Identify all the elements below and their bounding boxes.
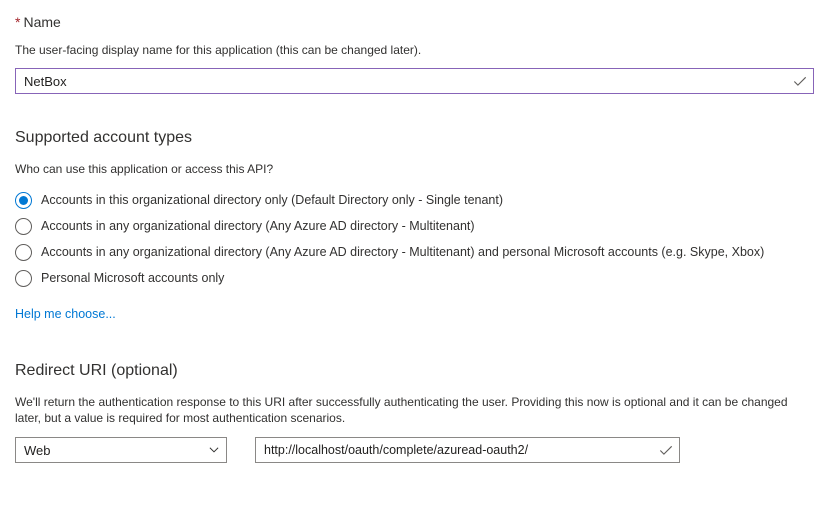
name-field-description: The user-facing display name for this application (this can be changed later). bbox=[15, 43, 422, 57]
checkmark-icon bbox=[659, 443, 673, 457]
radio-button-icon[interactable] bbox=[15, 192, 32, 209]
radio-button-icon[interactable] bbox=[15, 218, 32, 235]
radio-option-personal-only[interactable] bbox=[15, 265, 814, 291]
help-me-choose-link[interactable]: Help me choose... bbox=[15, 307, 116, 321]
redirect-uri-input[interactable]: http://localhost/oauth/complete/azuread-oauth2/ bbox=[264, 443, 529, 457]
radio-option-multitenant-personal[interactable] bbox=[15, 239, 814, 265]
name-label-text: Name bbox=[23, 14, 61, 30]
name-field-label bbox=[15, 12, 814, 32]
supported-account-types-radio-group bbox=[15, 187, 814, 291]
redirect-platform-dropdown[interactable] bbox=[15, 437, 227, 463]
radio-option-label: Accounts in any organizational directory (Any Azure AD directory - Multitenant) and personal Microsoft accounts (e.g. Skype, Xbox) bbox=[41, 245, 765, 259]
redirect-platform-value: Web bbox=[24, 442, 51, 458]
redirect-uri-input-wrapper[interactable] bbox=[255, 437, 680, 463]
radio-button-icon[interactable] bbox=[15, 270, 32, 287]
name-input-wrapper[interactable] bbox=[15, 68, 814, 94]
radio-button-icon[interactable] bbox=[15, 244, 32, 261]
required-indicator: * bbox=[15, 14, 21, 30]
name-input[interactable]: NetBox bbox=[24, 73, 67, 89]
radio-option-multitenant[interactable] bbox=[15, 213, 814, 239]
redirect-uri-heading: Redirect URI (optional) bbox=[15, 362, 178, 379]
radio-option-single-tenant[interactable] bbox=[15, 187, 814, 213]
chevron-down-icon bbox=[208, 444, 220, 456]
redirect-uri-row bbox=[15, 437, 814, 463]
redirect-uri-description: We'll return the authentication response to this URI after successfully authenticating the user. Providing this now is optional and it can be changed later, but a value is required for most authentication scenarios. bbox=[15, 395, 788, 425]
supported-account-types-question: Who can use this application or access this API? bbox=[15, 162, 274, 176]
radio-option-label: Personal Microsoft accounts only bbox=[41, 271, 225, 285]
checkmark-icon bbox=[793, 74, 807, 88]
radio-option-label: Accounts in any organizational directory (Any Azure AD directory - Multitenant) bbox=[41, 219, 475, 233]
help-link-wrapper bbox=[15, 305, 814, 323]
supported-account-types-heading: Supported account types bbox=[15, 129, 193, 146]
radio-option-label: Accounts in this organizational directory only (Default Directory only - Single tenant) bbox=[41, 193, 504, 207]
